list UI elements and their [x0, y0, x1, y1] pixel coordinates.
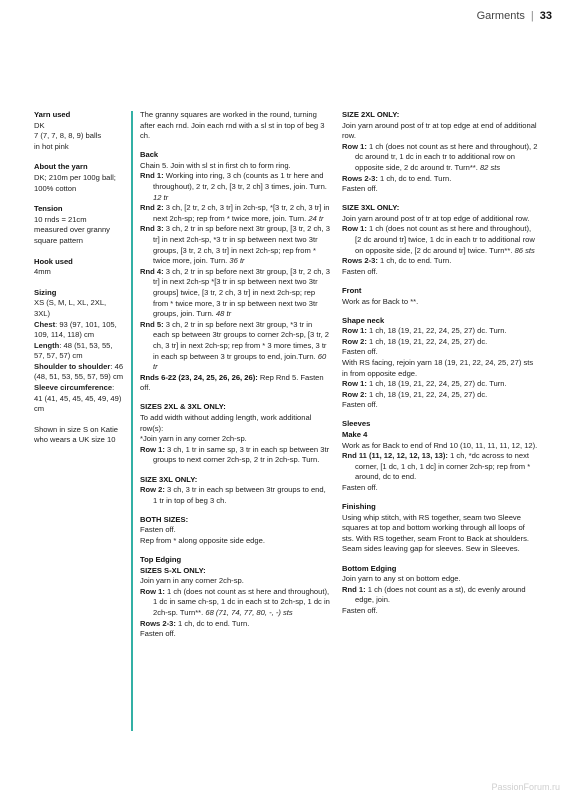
- page-number: 33: [539, 10, 552, 22]
- size-text: Join yarn to any st on bottom edge.: [342, 574, 461, 584]
- front-section: [342, 286, 538, 307]
- pattern-row: [342, 337, 538, 348]
- row-text: 3 ch, 3 tr in each sp between 3tr groups to end, 1 tr in top of beg 3 ch.: [153, 485, 326, 505]
- size-heading: BOTH SIZES:: [140, 514, 189, 524]
- about-yarn-section: [34, 162, 124, 194]
- pattern-row: [342, 379, 538, 390]
- info-line: measured over granny: [34, 225, 110, 235]
- row-text: 3 ch, 2 tr in sp before next 3tr group, [3 tr, 2 ch, 3 tr] in next 2ch-sp, *3 tr in sp between next two 3tr groups, [3 tr, 2 ch, 3 tr] in next 2ch-sp; rep from * twice more, join. Turn.: [153, 224, 330, 266]
- row-text: 1 ch (does not count as st here and throughout), 1 dc in same ch-sp, 1 dc in each st to 2ch-sp, 1 dc in 2ch-sp. Turn**.: [153, 586, 330, 618]
- yarn-used-section: [34, 110, 124, 152]
- row-label: Rnd 1:: [140, 171, 164, 181]
- row-text: 3 ch, 1 tr in same sp, 3 tr in each sp between 3tr groups to next corner 2ch-sp, 2 tr in 2ch-sp. Turn.: [153, 444, 330, 465]
- size-text: Fasten off.: [342, 400, 378, 410]
- row-text: 3 ch, 2 tr in sp before next 3tr group, *3 tr in each sp between 3tr groups to corner 2ch-sp, [3 tr, 2 ch, 3 tr] in next 2ch-sp; rep from * 3 more times, 3 tr in each sp between 3 tr groups to end, join.Turn.: [153, 319, 330, 361]
- sizing-value: : 48 (51, 53, 55, 57, 57, 57) cm: [34, 340, 113, 361]
- row-text: 1 ch (does not count as st here and throughout), 2 dc around tr, 1 dc in each tr to additional row on opposite side, 2 dc around tr. Turn**.: [355, 141, 538, 172]
- front-text: Work as for Back to **.: [342, 296, 419, 306]
- shape-neck-heading: Shape neck: [342, 315, 385, 325]
- size-text: Rep from * along opposite side edge.: [140, 535, 265, 545]
- size-3xl-section: [140, 475, 330, 507]
- row-label: Rnds 6-22 (23, 24, 25, 26, 26, 26):: [140, 372, 258, 382]
- sleeves-section: [342, 419, 538, 493]
- size-text: With RS facing, rejoin yarn 18 (19, 21, 22, 24, 25, 27) sts in from opposite edge.: [342, 357, 534, 378]
- section-title: Garments: [476, 10, 525, 22]
- section-heading: Tension: [34, 204, 63, 214]
- row-label: Row 1:: [342, 224, 367, 234]
- pattern-row: [342, 224, 538, 256]
- stitch-count: 36 tr: [229, 256, 245, 266]
- row-label: Rnd 2:: [140, 203, 164, 213]
- sizing-label: Chest: [34, 319, 56, 329]
- sizing-label: Length: [34, 340, 60, 350]
- pattern-row: [140, 445, 330, 466]
- size-heading: SIZE 3XL ONLY:: [140, 474, 198, 484]
- row-text: 3 ch, 2 tr in sp before next 3tr group, [3 tr, 2 ch, 3 tr] in next 2ch-sp *[3 tr in sp between next two 3tr groups] twice, [3 tr, 2 ch, 3 tr] in next 2ch-sp; rep from * twice more, 3 tr in sp between next two 3tr groups, join. Turn.: [153, 266, 330, 319]
- make-count: Make 4: [342, 430, 368, 440]
- stitch-count: 86 sts: [514, 245, 535, 255]
- watermark: PassionForum.ru: [491, 782, 560, 792]
- both-sizes-section: [140, 515, 330, 547]
- sizing-label: Shoulder to shoulder: [34, 361, 111, 371]
- column-divider: [131, 111, 133, 731]
- finishing-section: [342, 502, 538, 555]
- back-section: [140, 150, 330, 394]
- size-heading: SIZES S-XL ONLY:: [140, 565, 206, 575]
- size-heading: SIZE 2XL ONLY:: [342, 110, 400, 119]
- info-line: DK; 210m per 100g ball;: [34, 172, 116, 182]
- row-text: 3 ch, [2 tr, 2 ch, 3 tr] in 2ch-sp, *[3 tr, 2 ch, 3 tr] in next 2ch-sp; rep from * twice more, join. Turn.: [153, 203, 330, 223]
- row-label: Row 2:: [140, 485, 165, 495]
- size-2xl-section: [342, 110, 538, 195]
- bottom-edging-heading: Bottom Edging: [342, 563, 397, 573]
- stitch-count: 12 tr: [153, 192, 169, 202]
- size-text: Fasten off.: [342, 483, 378, 492]
- pattern-row: [342, 174, 538, 185]
- pattern-row: [140, 619, 330, 630]
- section-heading: Sizing: [34, 287, 57, 297]
- row-label: Row 2:: [342, 389, 367, 399]
- stitch-count: 82 sts: [479, 162, 501, 172]
- pattern-row: [140, 485, 330, 506]
- finishing-text: Using whip stitch, with RS together, seam two Sleeve squares at top and bottom working through all loops of sts. With RS together, seam Front to Back at shoulders. Seam sides leaving gap for sleeves. Sew in Sleeves.: [342, 512, 529, 554]
- row-label: Rows 2-3:: [342, 256, 378, 266]
- row-label: Rows 2-3:: [140, 618, 176, 628]
- info-line: 10 rnds = 21cm: [34, 214, 87, 224]
- row-text: 1 ch, 18 (19, 21, 22, 24, 25, 27) dc.: [366, 389, 488, 399]
- tension-section: [34, 204, 124, 246]
- row-text: 1 ch (does not count as st here and throughout), [2 dc around tr] twice, 1 dc in each tr to additional row on opposite side, [2 dc around tr] twice. Turn**.: [355, 224, 535, 255]
- size-text: Fasten off.: [342, 266, 378, 276]
- info-line: XS (S, M, L, XL, 2XL, 3XL): [34, 298, 107, 318]
- pattern-row: [342, 451, 538, 483]
- row-label: Row 1:: [140, 586, 165, 596]
- row-text: 1 ch, *dc across to next corner, [1 dc, 1 ch, 1 dc] in corner 2ch-sp; rep from * around, dc to end.: [355, 451, 531, 482]
- row-text: 1 ch, dc to end. Turn.: [377, 256, 452, 266]
- size-text: Fasten off.: [140, 525, 176, 535]
- info-line: square pattern: [34, 235, 83, 245]
- front-heading: Front: [342, 285, 362, 295]
- sizing-shoulder: [34, 362, 124, 383]
- row-text: Rep Rnd 5. Fasten off.: [140, 372, 324, 393]
- hook-section: [34, 257, 124, 278]
- pattern-row: [342, 256, 538, 267]
- finishing-heading: Finishing: [342, 502, 376, 512]
- info-line: 7 (7, 7, 8, 8, 9) balls: [34, 131, 102, 141]
- size-text: Join yarn around post of tr at top edge of additional row.: [342, 213, 530, 223]
- sizing-label: Sleeve circumference: [34, 383, 113, 393]
- size-text: To add width without adding length, work additional row(s):: [140, 413, 312, 433]
- intro-text: The granny squares are worked in the round, turning after each rnd. Join each rnd with a sl st in top of beg 3 ch.: [140, 110, 325, 141]
- back-heading: Back: [140, 150, 159, 160]
- stitch-count: 48 tr: [215, 309, 232, 319]
- row-label: Row 2:: [342, 336, 367, 346]
- row-label: Rnd 1:: [342, 584, 366, 594]
- row-label: Row 1:: [342, 379, 367, 389]
- section-heading: About the yarn: [34, 162, 88, 172]
- sleeves-heading: Sleeves: [342, 419, 371, 429]
- header-separator: |: [530, 10, 534, 22]
- info-line: DK: [34, 120, 45, 130]
- pattern-row: [140, 203, 330, 224]
- row-text: 1 ch, 18 (19, 21, 22, 24, 25, 27) dc.: [366, 336, 488, 346]
- row-text: 1 ch, dc to end. Turn.: [377, 173, 452, 183]
- row-label: Rnd 3:: [140, 224, 164, 234]
- row-text: Working into ring, 3 ch (counts as 1 tr here and throughout), 2 tr, 2 ch, [3 tr, 2 ch] 3 times, join. Turn.: [153, 171, 327, 192]
- model-note: Shown in size S on Katie who wears a UK size 10: [34, 424, 119, 445]
- size-text: Join yarn around post of tr at top edge at end of additional row.: [342, 120, 537, 141]
- info-line: 4mm: [34, 267, 51, 277]
- row-text: 1 ch, dc to end. Turn.: [175, 618, 250, 628]
- row-label: Rows 2-3:: [342, 173, 378, 183]
- row-label: Rnd 4:: [140, 266, 164, 276]
- row-text: 1 ch, 18 (19, 21, 22, 24, 25, 27) dc. Turn.: [366, 326, 507, 336]
- stitch-count: 60 tr: [153, 351, 327, 372]
- sizing-length: [34, 341, 124, 362]
- size-text: Join yarn in any corner 2ch-sp.: [140, 576, 244, 586]
- size-text: Fasten off.: [342, 347, 378, 357]
- stitch-count: 24 tr: [308, 213, 324, 223]
- top-edging-section: [140, 555, 330, 640]
- page-header: [477, 10, 552, 22]
- size-text: Fasten off.: [342, 184, 378, 194]
- pattern-row: [140, 224, 330, 266]
- sizing-section: [34, 288, 124, 415]
- row-label: Row 1:: [342, 141, 367, 151]
- pattern-row: [342, 390, 538, 401]
- size-3xl-right-section: [342, 203, 538, 277]
- sizing-value: : 93 (97, 101, 105, 109, 114, 118) cm: [34, 319, 117, 340]
- row-label: Rnd 11 (11, 12, 12, 12, 13, 13):: [342, 451, 448, 461]
- size-text: *Join yarn in any corner 2ch-sp.: [140, 434, 247, 444]
- sizes-2xl-3xl-section: [140, 402, 330, 466]
- sizing-value: : 46 (48, 51, 53, 55, 57, 59) cm: [34, 361, 124, 382]
- pattern-row: [140, 373, 330, 394]
- pattern-row: [140, 267, 330, 320]
- back-chain: Chain 5. Join with sl st in first ch to form ring.: [140, 160, 291, 170]
- sizing-value: : 41 (41, 45, 45, 45, 49, 49) cm: [34, 383, 122, 414]
- row-text: 1 ch (does not count as a st), dc evenly around edge, join.: [355, 584, 526, 605]
- row-text: 1 ch, 18 (19, 21, 22, 24, 25, 27) dc. Turn.: [366, 379, 507, 389]
- sizing-sleeve: [34, 383, 124, 415]
- bottom-edging-section: [342, 564, 538, 617]
- row-label: Row 1:: [342, 326, 367, 336]
- stitch-count: 68 (71, 74, 77, 80, -, -) sts: [205, 608, 293, 618]
- row-label: Rnd 5:: [140, 319, 164, 329]
- info-line: 100% cotton: [34, 183, 77, 193]
- info-line: in hot pink: [34, 141, 69, 151]
- section-heading: Hook used: [34, 256, 73, 266]
- pattern-row: [140, 587, 330, 619]
- size-heading: SIZE 3XL ONLY:: [342, 203, 400, 213]
- pattern-row: [140, 171, 330, 203]
- size-text: Fasten off.: [140, 629, 176, 639]
- size-text: Fasten off.: [342, 605, 378, 615]
- pattern-row: [342, 326, 538, 337]
- top-edging-heading: Top Edging: [140, 555, 182, 565]
- pattern-row: [342, 142, 538, 174]
- row-label: Row 1:: [140, 444, 165, 454]
- pattern-row: [342, 585, 538, 606]
- shape-neck-section: [342, 316, 538, 411]
- sizing-chest: [34, 320, 124, 341]
- size-text: Work as for Back to end of Rnd 10 (10, 11, 11, 11, 12, 12).: [342, 440, 538, 450]
- middle-column: [140, 110, 330, 640]
- section-heading: Yarn used: [34, 110, 71, 119]
- sidebar-info: [34, 110, 124, 446]
- right-column: [342, 110, 538, 617]
- size-heading: SIZES 2XL & 3XL ONLY:: [140, 402, 226, 412]
- pattern-row: [140, 320, 330, 373]
